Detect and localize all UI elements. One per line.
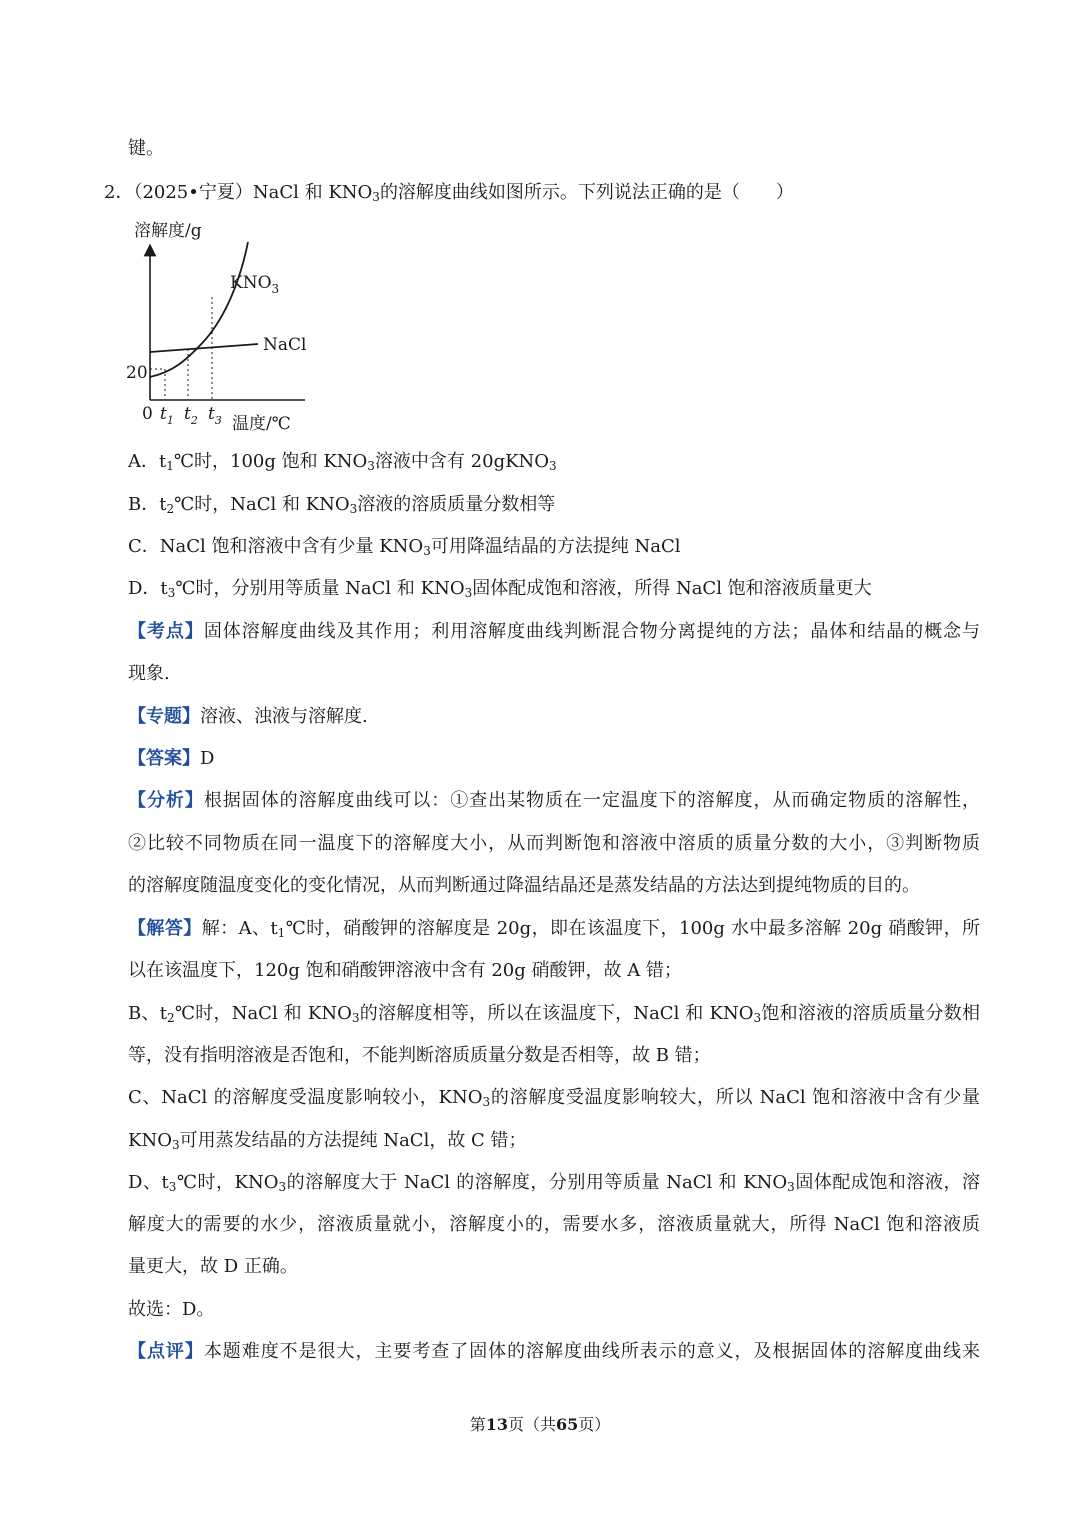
page-footer: 第13页（共65页） bbox=[469, 1415, 611, 1434]
jieda-line-3: B、$t_2℃$时，NaCl 和 $KNO_3$的溶解度相等，所以在该温度下，NaCl 和 $KNO_3$饱和溶液的溶质质量分数相 bbox=[128, 1003, 981, 1025]
nacl-label: NaCl bbox=[263, 335, 307, 355]
kaodian-line-1: 【考点】固体溶解度曲线及其作用；利用溶解度曲线判断混合物分离提纯的方法；晶体和结晶的概念与 bbox=[128, 621, 981, 642]
nacl-curve bbox=[150, 344, 258, 352]
jieda-line-6: $KNO_3$可用蒸发结晶的方法提纯 NaCl，故 C 错； bbox=[128, 1130, 527, 1152]
daan-tag: 【答案】 bbox=[128, 748, 200, 769]
jieda-line-1: 【解答】解：A、$t_1℃$时，硝酸钾的溶解度是 20g，即在该温度下，100g 水中最多溶解 20g 硝酸钾，所 bbox=[128, 918, 981, 940]
jieda-line-7: D、$t_3℃$时，$KNO_3$的溶解度大于 NaCl 的溶解度，分别用等质量 NaCl 和 $KNO_3$固体配成饱和溶液，溶 bbox=[128, 1172, 980, 1194]
fenxi-line-3: 的溶解度随温度变化的变化情况，从而判断通过降温结晶还是蒸发结晶的方法达到提纯物质的目的。 bbox=[128, 875, 920, 896]
dianping-tag: 【点评】 bbox=[128, 1341, 204, 1362]
t3-label: $t_3$ bbox=[208, 404, 222, 427]
zhuanti-tag: 【专题】 bbox=[128, 706, 200, 727]
option-a: A．$t_1℃$时，100g 饱和 $KNO_3$溶液中含有 20gKNO$_3$ bbox=[128, 451, 557, 473]
jieda-line-9: 量更大，故 D 正确。 bbox=[128, 1256, 298, 1277]
dianping-line-1: 【点评】本题难度不是很大，主要考查了固体的溶解度曲线所表示的意义，及根据固体的溶解度曲线来 bbox=[128, 1341, 981, 1362]
kaodian-tag: 【考点】 bbox=[128, 621, 204, 642]
jieda-tag: 【解答】 bbox=[128, 918, 202, 939]
guxuan-line: 故选：D。 bbox=[128, 1299, 215, 1320]
fenxi-line-2: ②比较不同物质在同一温度下的溶解度大小，从而判断饱和溶液中溶质的质量分数的大小，③判断物质 bbox=[128, 833, 980, 854]
t1-label: $t_1$ bbox=[160, 404, 174, 427]
x-axis-label: 温度/℃ bbox=[232, 414, 291, 434]
text-line: 键。 bbox=[128, 138, 164, 159]
fenxi-line-1: 【分析】根据固体的溶解度曲线可以：①查出某物质在一定温度下的溶解度，从而确定物质的溶解性， bbox=[128, 790, 981, 811]
jieda-line-4: 等，没有指明溶液是否饱和，不能判断溶质质量分数是否相等，故 B 错； bbox=[128, 1045, 711, 1066]
origin-label: 0 bbox=[142, 404, 153, 424]
option-d: D．$t_3℃$时，分别用等质量 NaCl 和 $KNO_3$固体配成饱和溶液，所得 NaCl 饱和溶液质量更大 bbox=[128, 578, 872, 600]
solubility-curve-figure bbox=[110, 212, 330, 438]
y-tick-20: 20 bbox=[126, 363, 148, 383]
page-number: 13 bbox=[485, 1415, 508, 1434]
daan-line: 【答案】D bbox=[128, 748, 215, 769]
jieda-line-5: C、NaCl 的溶解度受温度影响较小，$KNO_3$的溶解度受温度影响较大，所以 NaCl 饱和溶液中含有少量 bbox=[128, 1087, 980, 1109]
kno3-curve bbox=[150, 242, 248, 377]
jieda-line-2: 以在该温度下，120g 饱和硝酸钾溶液中含有 20g 硝酸钾，故 A 错； bbox=[128, 960, 682, 981]
t2-label: $t_2$ bbox=[184, 404, 198, 427]
y-axis-label: 溶解度/g bbox=[134, 221, 202, 241]
jieda-line-8: 解度大的需要的水少，溶液质量就小，溶解度小的，需要水多，溶液质量就大，所得 NaCl 饱和溶液质 bbox=[128, 1214, 980, 1235]
option-b: B．$t_2℃$时，NaCl 和 $KNO_3$溶液的溶质质量分数相等 bbox=[128, 494, 556, 516]
page-total: 65 bbox=[556, 1415, 579, 1434]
option-c: C．NaCl 饱和溶液中含有少量 $KNO_3$可用降温结晶的方法提纯 NaCl bbox=[128, 536, 681, 558]
question-stem: 2．（2025•宁夏）NaCl 和 $KNO_3$的溶解度曲线如图所示。下列说法正确的是（ ） bbox=[104, 182, 794, 204]
kno3-label: $KNO_3$ bbox=[230, 273, 280, 296]
kaodian-line-2: 现象. bbox=[128, 663, 170, 684]
zhuanti-line: 【专题】溶液、浊液与溶解度. bbox=[128, 706, 368, 727]
fenxi-tag: 【分析】 bbox=[128, 790, 204, 811]
